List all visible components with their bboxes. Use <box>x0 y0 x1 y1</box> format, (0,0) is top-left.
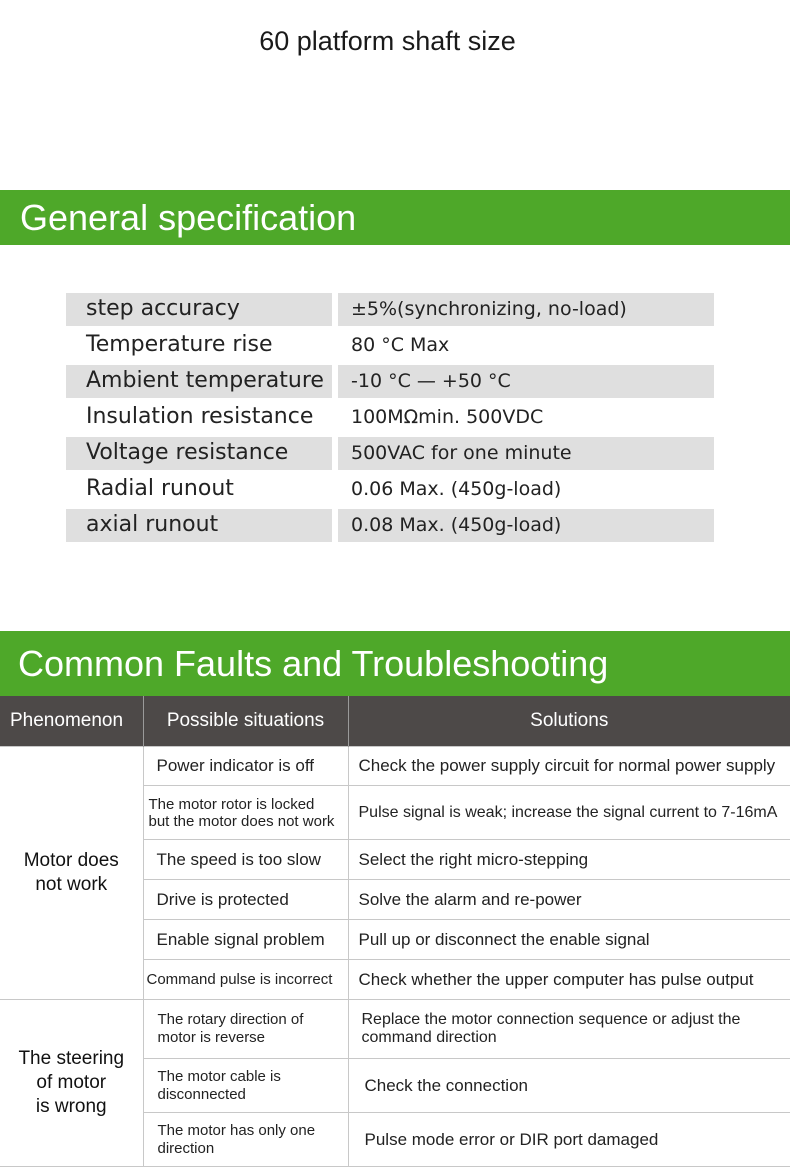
phenomenon-cell: The steering of motor is wrong <box>0 1000 143 1167</box>
solution-cell: Solve the alarm and re-power <box>348 880 790 920</box>
spec-row <box>66 293 714 329</box>
spec-row <box>66 509 714 545</box>
spec-label: Ambient temperature <box>66 365 332 398</box>
spec-label: axial runout <box>66 509 332 542</box>
spec-label: Voltage resistance <box>66 437 332 470</box>
table-row <box>0 747 790 786</box>
spec-value: 0.08 Max. (450g-load) <box>338 509 714 542</box>
spec-row <box>66 401 714 437</box>
solution-cell: Pulse signal is weak; increase the signal current to 7-16mA <box>348 786 790 840</box>
solution-cell: Pulse mode error or DIR port damaged <box>348 1113 790 1167</box>
situation-cell: Power indicator is off <box>143 747 348 786</box>
situation-cell: The motor rotor is locked but the motor does not work <box>143 786 348 840</box>
spec-row <box>66 437 714 473</box>
solution-cell: Pull up or disconnect the enable signal <box>348 920 790 960</box>
column-header-phenomenon: Phenomenon <box>0 696 143 747</box>
phenomenon-cell: Motor does not work <box>0 747 143 1000</box>
table-row <box>0 1000 790 1059</box>
troubleshooting-table <box>0 696 790 1167</box>
spec-label: Radial runout <box>86 476 234 501</box>
spec-value: 500VAC for one minute <box>338 437 714 470</box>
spec-label: Insulation resistance <box>86 404 314 429</box>
solution-cell: Check whether the upper computer has pulse output <box>348 960 790 1000</box>
solution-cell: Select the right micro-stepping <box>348 840 790 880</box>
page-title: 60 platform shaft size <box>259 26 516 56</box>
spec-label: Temperature rise <box>86 332 273 357</box>
situation-cell: The motor cable is disconnected <box>143 1059 348 1113</box>
general-specification-heading: General specification <box>0 190 790 245</box>
spec-value: 80 °C Max <box>351 334 450 356</box>
situation-cell: The motor has only one direction <box>143 1113 348 1167</box>
column-header-situations: Possible situations <box>143 696 348 747</box>
situation-cell: Drive is protected <box>143 880 348 920</box>
column-header-solutions: Solutions <box>348 696 790 747</box>
spec-row <box>66 473 714 509</box>
spec-value: 100MΩmin. 500VDC <box>351 406 544 428</box>
situation-cell: Command pulse is incorrect <box>143 960 348 1000</box>
troubleshooting-heading: Common Faults and Troubleshooting <box>0 631 790 696</box>
spec-row <box>66 365 714 401</box>
spec-row <box>66 329 714 365</box>
spec-value: -10 °C — +50 °C <box>338 365 714 398</box>
spec-value: ±5%(synchronizing, no-load) <box>338 293 714 326</box>
spec-label: step accuracy <box>66 293 332 326</box>
situation-cell: The speed is too slow <box>143 840 348 880</box>
solution-cell: Replace the motor connection sequence or adjust the command direction <box>348 1000 790 1059</box>
solution-cell: Check the power supply circuit for normal power supply <box>348 747 790 786</box>
situation-cell: The rotary direction of motor is reverse <box>143 1000 348 1059</box>
spec-value: 0.06 Max. (450g-load) <box>351 478 562 500</box>
situation-cell: Enable signal problem <box>143 920 348 960</box>
table-header-row <box>0 696 790 747</box>
general-specification-table <box>66 293 714 545</box>
solution-cell: Check the connection <box>348 1059 790 1113</box>
